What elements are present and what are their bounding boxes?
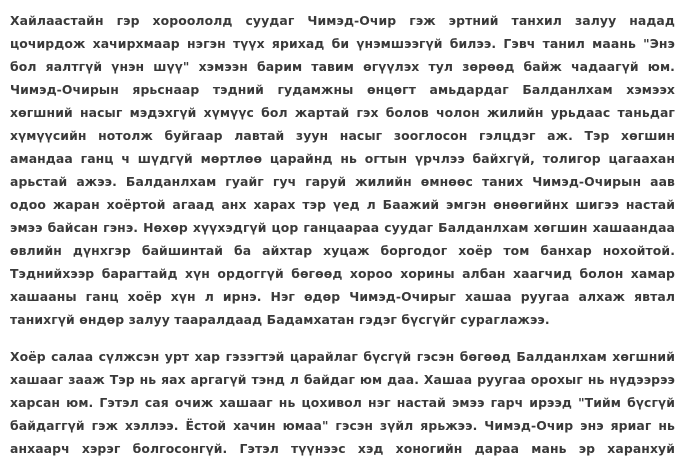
paragraph-1-line: Хайлаастайн гэр хороололд суудаг Чимэд-Очир гэж эртний танхил залуу надад [10,13,675,28]
paragraph-2-line: харсан юм. Гэтэл сая очиж хашааг нь цохивол нэг настай эмээ гарч ирээд "Тийм бүсгүй [10,395,675,410]
paragraph-1-line: танихгүй өндөр залуу тааралдаад Бадамхатан гэдэг бүсгүйг сураглажээ. [10,312,550,327]
paragraph-1-line: арьстай ажээ. Балданлхам гуайг гуч гаруй жилийн өмнөөс таних Чимэд-Очирын аав [10,174,675,189]
paragraph-2-line: Хоёр салаа сүлжсэн урт хар гэзэгтэй царайлаг бүсгүй гэсэн бөгөөд Балданлхам хөгшний [10,349,675,364]
paragraph-1-line: өвлийн дүнхгэр байшинтай ба айхтар хуцаж боргодог хоёр том банхар нохойтой. [10,243,675,258]
paragraph-1-line: Чимэд-Очирын ярьснаар тэдний гудамжны өнцөгт амьдардаг Балданлхам хэмээх [10,82,675,97]
paragraph-1-line: амандаа ганц ч шүдгүй мөртлөө царайнд нь огтын үрчлээ байхгүй, толигор цагаахан [10,151,675,166]
paragraph-1-line: хөгшний насыг мэдэхгүй хүмүүс бол жартай гэх болов чолон жилийн урьдаас таньдаг [10,105,675,120]
paragraph-1-line: хүмүүсийн нотолж буйгаар лавтай зуун насыг зооглосон гэлцдэг аж. Тэр хөгшин [10,128,675,143]
paragraph-2-line: байдаггүй гэж хэллээ. Ёстой хачин юмаа" гэсэн зүйл ярьжээ. Чимэд-Очир энэ яриаг нь [10,418,675,433]
paragraph-2 [10,345,675,457]
paragraph-1-line: эмээ байсан гэнэ. Нөхөр хүүхэдгүй цор ганцаараа суудаг Балданлхам хөгшин хашаандаа [10,220,675,235]
paragraph-1-line: бол яалтгүй үнэн шүү" хэмээн барим тавим өгүүлэх тул зөрөөд байж чадаагүй юм. [10,59,675,74]
paragraph-1-line: одоо жаран хоёртой агаад анх харах тэр үед л Баажий эмгэн өнөөгийнх шигээ настай [10,197,675,212]
paragraph-2-line: хашааг зааж Тэр нь яах аргагүй тэнд л байдаг юм даа. Хашаа руугаа орохыг нь нүдээрээ [10,372,675,387]
paragraph-2-line: анхаарч хэрэг болгосонгүй. Гэтэл түүнээс хэд хоногийн дараа мань эр харанхуй [10,441,675,456]
paragraph-1 [10,9,675,331]
paragraph-1-line: Тэднийхээр барагтайд хүн ордоггүй бөгөөд хороо хорины албан хаагчид болон хамар [10,266,675,281]
paragraph-1-line: хашааны ганц хоёр хүн л ирнэ. Нэг өдөр Чимэд-Очирыг хашаа руугаа алхаж явтал [10,289,675,304]
paragraph-1-line: цочирдож хачирхмаар нэгэн түүх ярихад би үнэмшээгүй билээ. Гэвч танил маань "Энэ [10,36,675,51]
